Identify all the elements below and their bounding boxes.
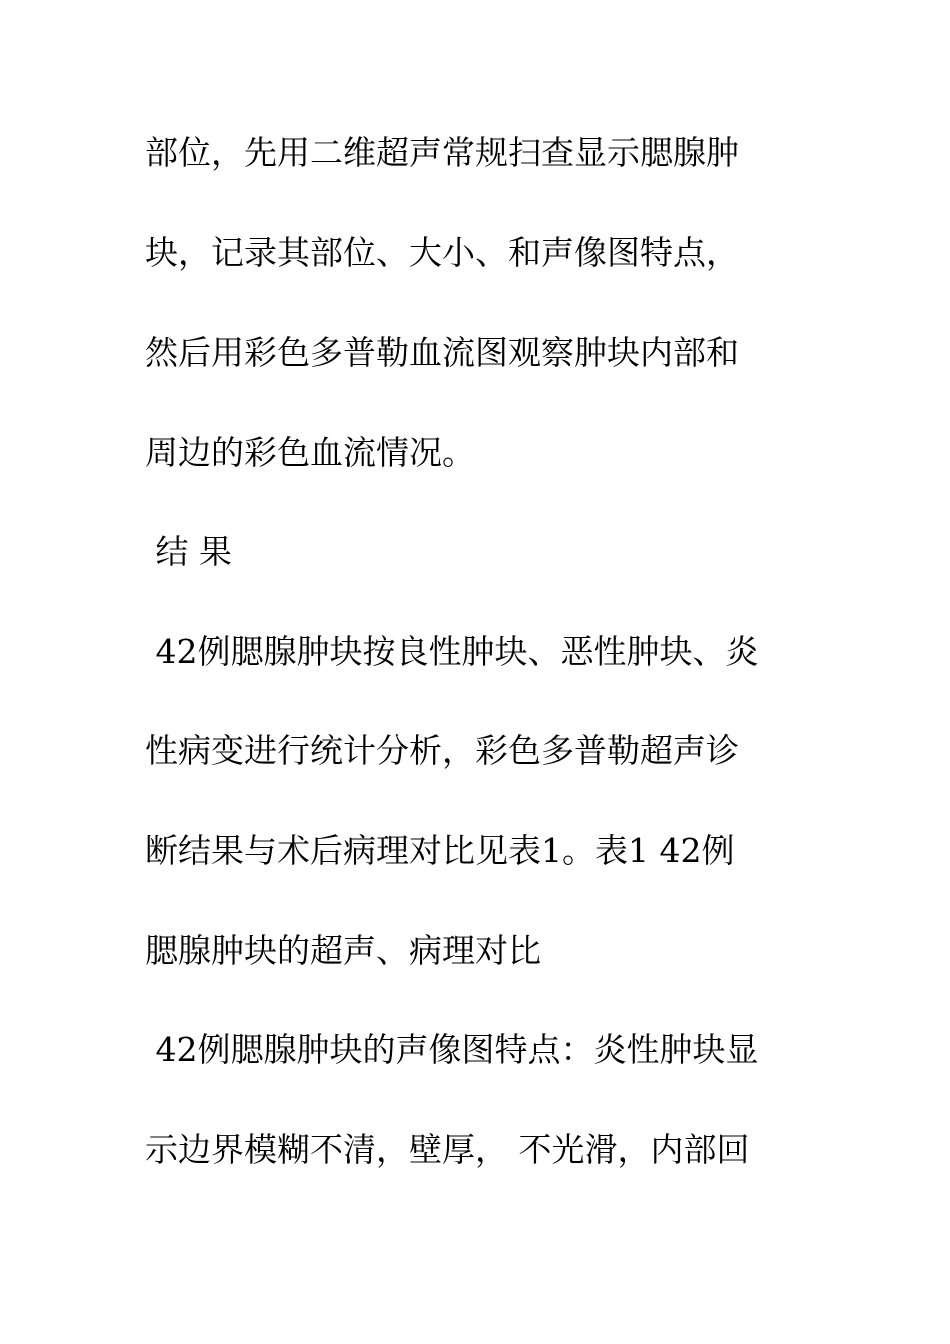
text-line: 部位，先用二维超声常规扫查显示腮腺肿 <box>145 133 739 172</box>
text-line: 42例腮腺肿块的声像图特点：炎性肿块显 <box>145 1030 759 1069</box>
text-line: 然后用彩色多普勒血流图观察肿块内部和 <box>145 333 739 372</box>
text-line: 42例腮腺肿块按良性肿块、恶性肿块、炎 <box>145 632 759 671</box>
text-line: 周边的彩色血流情况。 <box>145 433 475 472</box>
table-caption: 腮腺肿块的超声、病理对比 <box>145 931 541 970</box>
text-line: 断结果与术后病理对比见表1。表1 42例 <box>145 831 735 870</box>
text-line: 示边界模糊不清，壁厚， 不光滑，内部回 <box>145 1130 750 1169</box>
text-line: 块，记录其部位、大小、和声像图特点， <box>145 233 739 272</box>
text-line: 性病变进行统计分析，彩色多普勒超声诊 <box>145 731 739 770</box>
section-heading: 结 果 <box>145 532 232 571</box>
